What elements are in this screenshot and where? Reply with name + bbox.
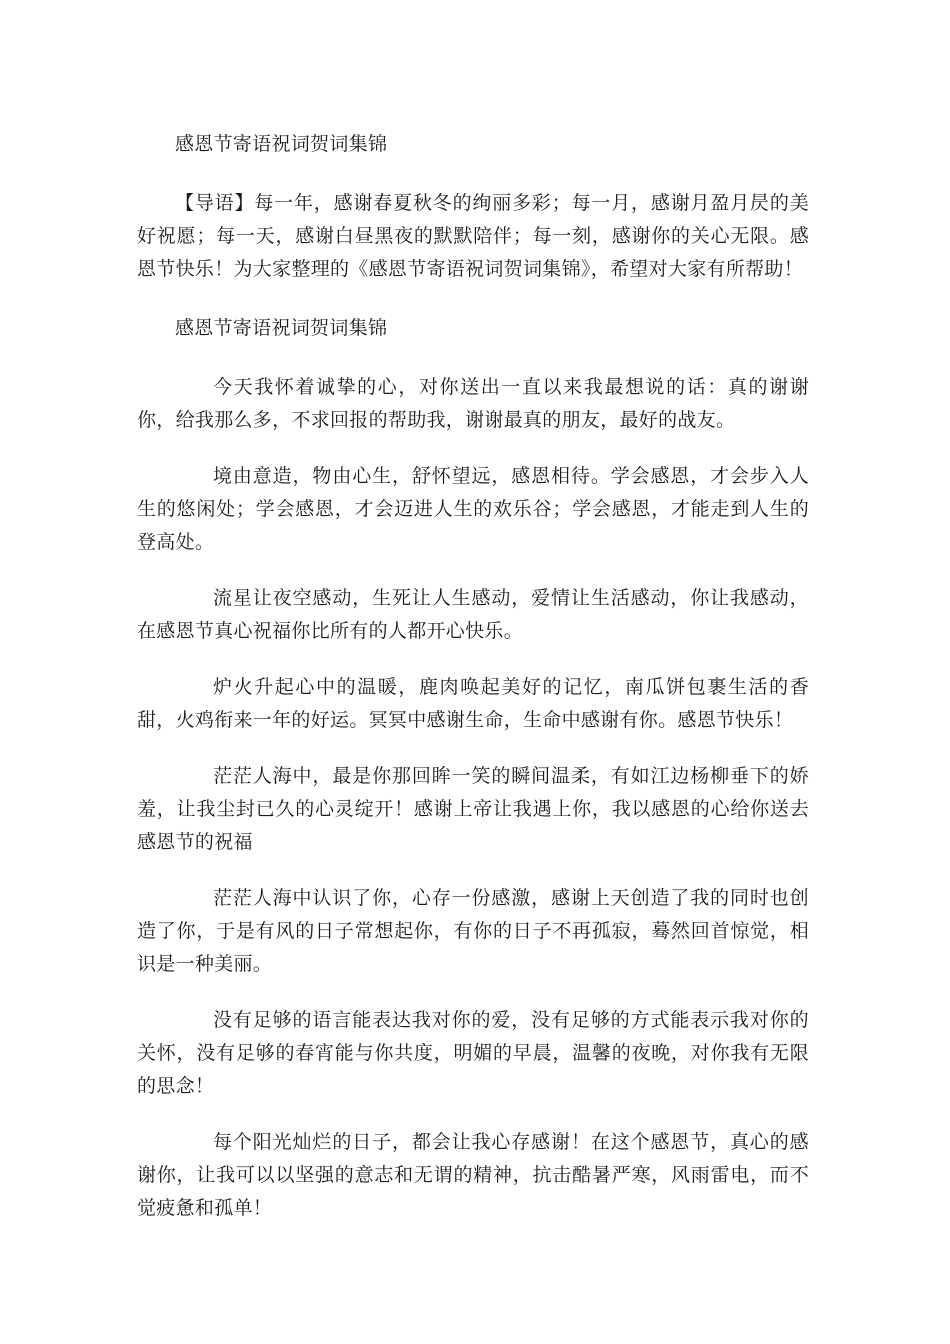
- document-title: 感恩节寄语祝词贺词集锦: [175, 133, 388, 155]
- paragraph-2: 境由意造，物由心生，舒怀望远，感恩相待。学会感恩，才会步入人生的悠闲处；学会感恩，才会迈进人生的欢乐谷；学会感恩，才能走到人生的登高处。: [137, 465, 809, 553]
- paragraph-8: 每个阳光灿烂的日子，都会让我心存感谢！在这个感恩节，真心的感谢你，让我可以以坚强的意志和无谓的精神，抗击酷暑严寒，风雨雷电，而不觉疲惫和孤单！: [137, 1131, 809, 1219]
- paragraph-1: 今天我怀着诚挚的心，对你送出一直以来我最想说的话：真的谢谢你，给我那么多，不求回报的帮助我，谢谢最真的朋友，最好的战友。: [137, 376, 809, 431]
- paragraph-3: 流星让夜空感动，生死让人生感动，爱情让生活感动，你让我感动，在感恩节真心祝福你比所有的人都开心快乐。: [137, 587, 809, 642]
- paragraph-7: 没有足够的语言能表达我对你的爱，没有足够的方式能表示我对你的关怀，没有足够的春宵能与你共度，明媚的早晨，温馨的夜晚，对你我有无限的思念！: [137, 1009, 809, 1097]
- document-body: [137, 128, 809, 1248]
- intro-paragraph: 【导语】每一年，感谢春夏秋冬的绚丽多彩；每一月，感谢月盈月昃的美好祝愿；每一天，感谢白昼黑夜的默默陪伴；每一刻，感谢你的关心无限。感恩节快乐！为大家整理的《感恩节寄语祝词贺词集锦》，希望对大家有所帮助！: [137, 192, 809, 280]
- paragraph-4: 炉火升起心中的温暖，鹿肉唤起美好的记忆，南瓜饼包裹生活的香甜，火鸡衔来一年的好运。冥冥中感谢生命，生命中感谢有你。感恩节快乐！: [137, 676, 809, 731]
- paragraph-5: 茫茫人海中，最是你那回眸一笑的瞬间温柔，有如江边杨柳垂下的娇羞，让我尘封已久的心灵绽开！感谢上帝让我遇上你，我以感恩的心给你送去感恩节的祝福: [137, 765, 809, 853]
- document-subtitle: 感恩节寄语祝词贺词集锦: [175, 317, 388, 339]
- paragraph-6: 茫茫人海中认识了你，心存一份感激，感谢上天创造了我的同时也创造了你，于是有风的日子常想起你，有你的日子不再孤寂，蓦然回首惊觉，相识是一种美丽。: [137, 887, 809, 975]
